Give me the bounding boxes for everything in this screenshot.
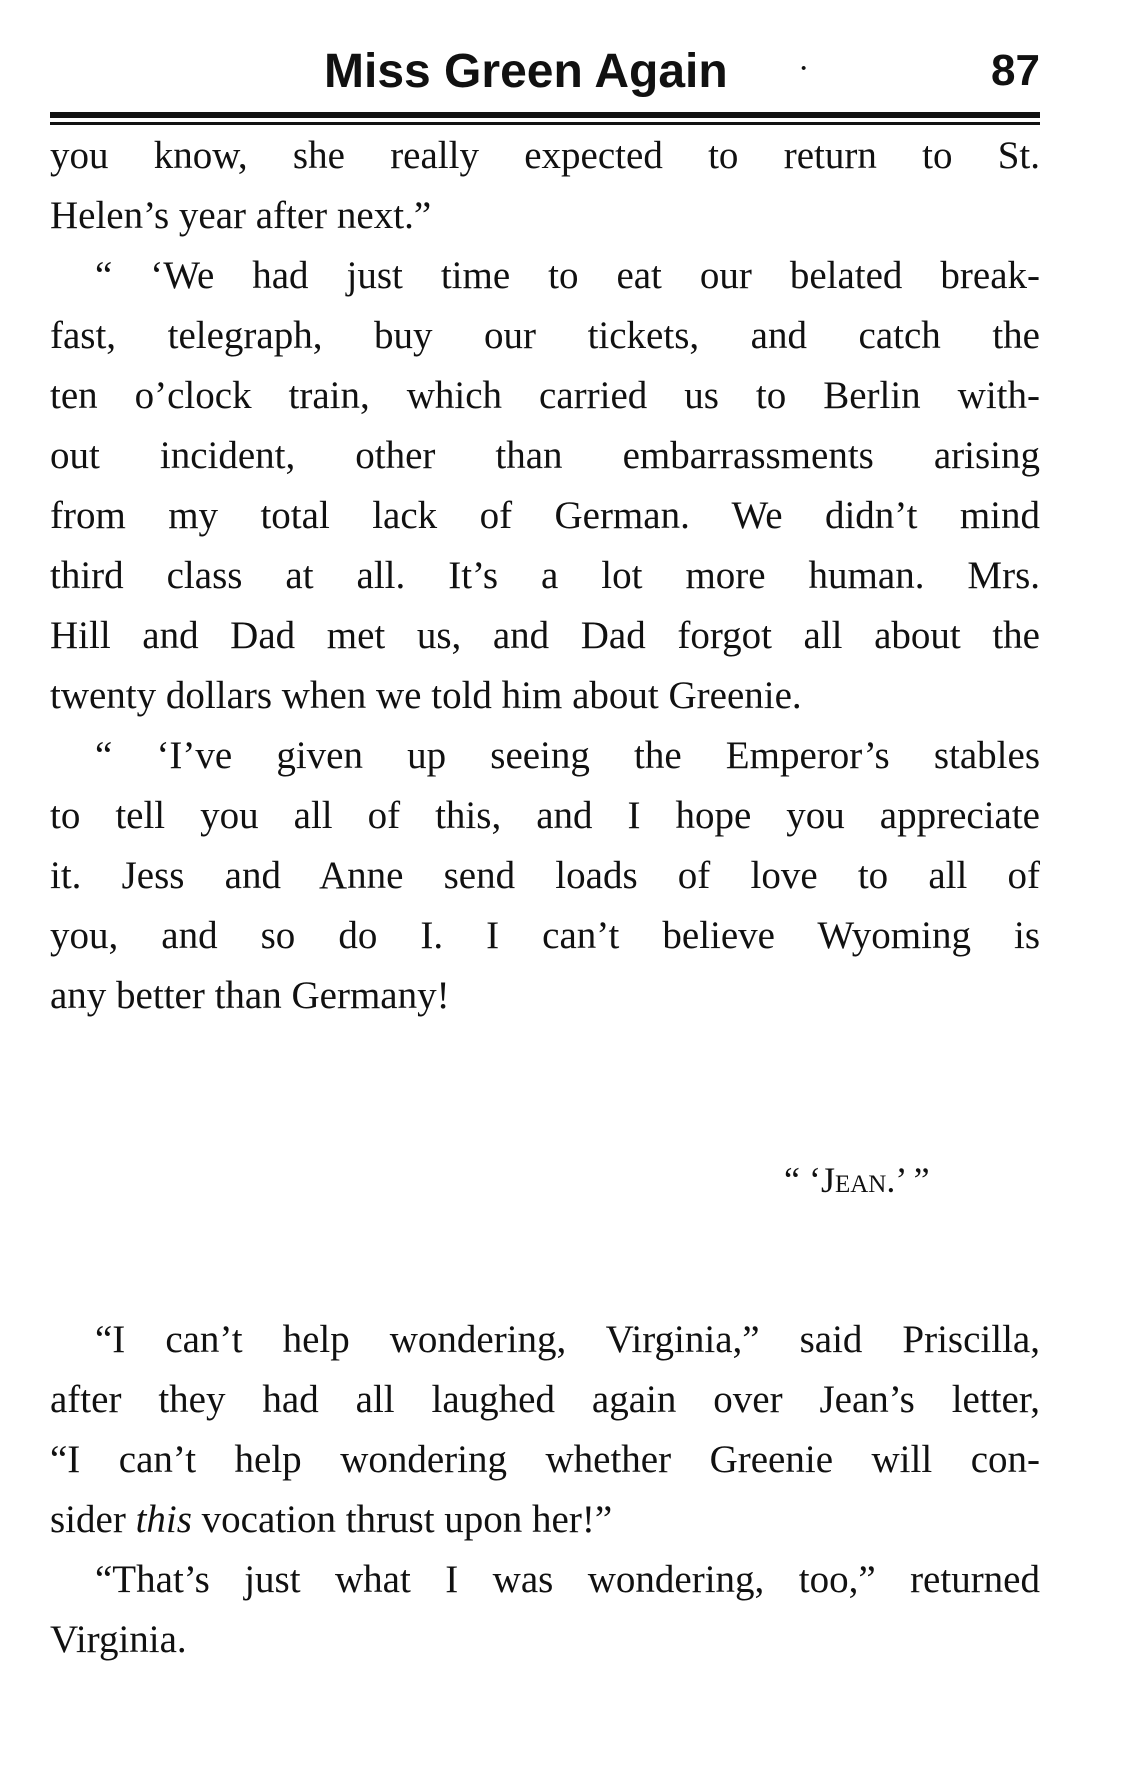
text-line: twenty dollars when we told him about Greenie. <box>50 674 802 717</box>
emphasized-word: this <box>135 1498 192 1541</box>
text-line: from my total lack of German. We didn’t mind <box>50 494 1040 537</box>
letter-signature: “ ‘Jean.’ ” <box>784 1160 930 1200</box>
text-line: “I can’t help wondering, Virginia,” said Priscilla, <box>95 1318 1040 1361</box>
text-line: ten o’clock train, which carried us to Berlin with- <box>50 374 1040 417</box>
text-line: third class at all. It’s a lot more human. Mrs. <box>50 554 1040 597</box>
header-rule-thick <box>50 112 1040 118</box>
header-separator: · <box>798 50 810 87</box>
text-line: “ ‘I’ve given up seeing the Emperor’s stables <box>95 734 1040 777</box>
text-line: after they had all laughed again over Jean’s letter, <box>50 1378 1040 1421</box>
running-title: Miss Green Again <box>324 45 728 98</box>
text-line: “I can’t help wondering whether Greenie will con- <box>50 1438 1040 1481</box>
text-fragment: sider <box>50 1498 136 1541</box>
text-line: Helen’s year after next.” <box>50 194 432 237</box>
text-line-italic-emphasis <box>50 1496 1040 1544</box>
text-line: you know, she really expected to return to St. <box>50 134 1040 177</box>
text-line: it. Jess and Anne send loads of love to all of <box>50 854 1040 897</box>
page-header <box>50 38 1040 102</box>
text-fragment: vocation thrust upon her!” <box>191 1498 613 1541</box>
text-line: you, and so do I. I can’t believe Wyoming is <box>50 914 1040 957</box>
text-line: “That’s just what I was wondering, too,” returned <box>95 1558 1040 1601</box>
text-line: fast, telegraph, buy our tickets, and catch the <box>50 314 1040 357</box>
text-line: Virginia. <box>50 1618 187 1661</box>
header-rule-thin <box>50 122 1040 125</box>
text-line: Hill and Dad met us, and Dad forgot all about the <box>50 614 1040 657</box>
page-number: 87 <box>991 46 1040 95</box>
text-line: “ ‘We had just time to eat our belated break- <box>95 254 1040 297</box>
text-line: out incident, other than embarrassments arising <box>50 434 1040 477</box>
text-line: any better than Germany! <box>50 974 450 1017</box>
text-line: to tell you all of this, and I hope you appreciate <box>50 794 1040 837</box>
